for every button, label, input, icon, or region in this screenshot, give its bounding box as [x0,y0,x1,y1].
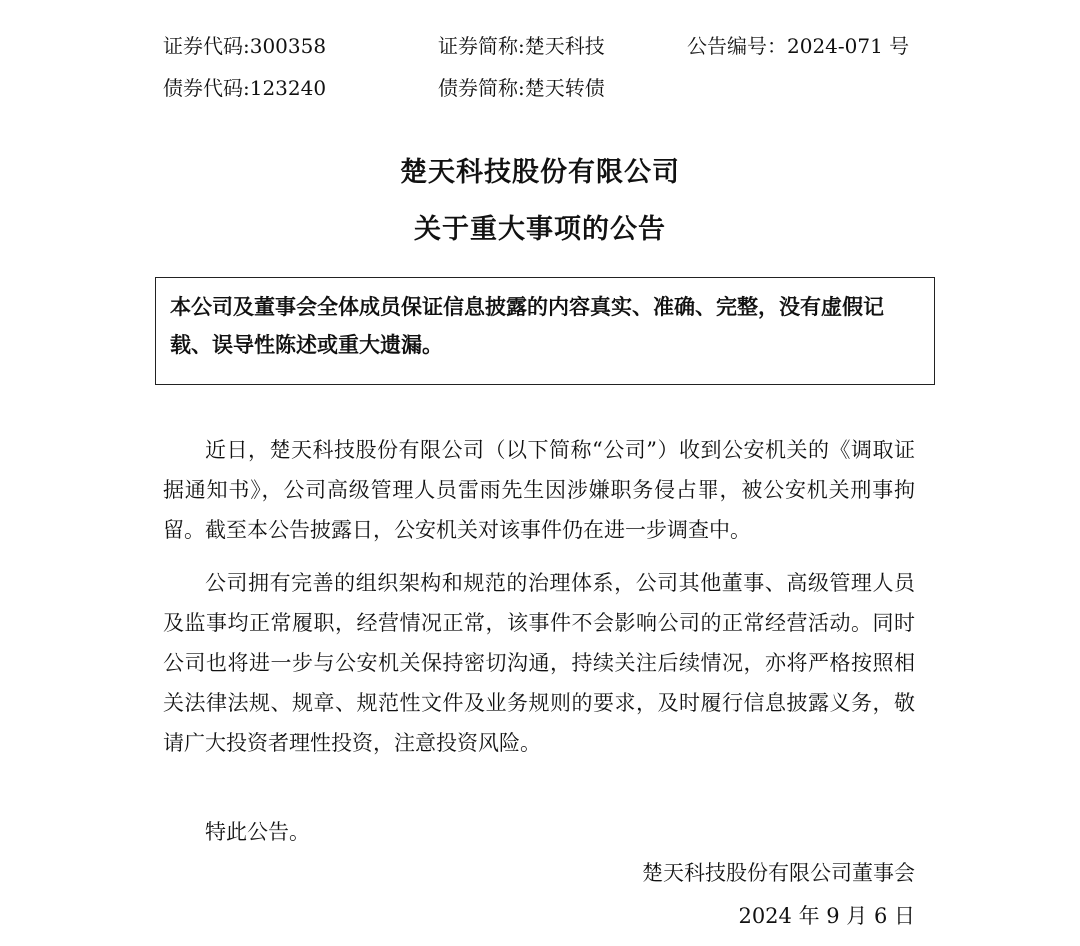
stock-name: 证券简称:楚天科技 [438,34,605,58]
bond-code: 债券代码:123240 [163,76,327,100]
body-paragraph-1: 近日，楚天科技股份有限公司（以下简称“公司”）收到公安机关的《调取证据通知书》，公司高级管理人员雷雨先生因涉嫌职务侵占罪，被公安机关刑事拘留。截至本公告披露日，公安机关对该事件仍在进一步调查中。 [163,438,915,542]
announcement-title: 关于重大事项的公告 [414,214,666,245]
stock-code: 证券代码:300358 [163,34,327,58]
body-paragraph-2: 公司拥有完善的组织架构和规范的治理体系，公司其他董事、高级管理人员及监事均正常履职，经营情况正常，该事件不会影响公司的正常经营活动。同时公司也将进一步与公安机关保持密切沟通，持续关注后续情况，亦将严格按照相关法律法规、规章、规范性文件及业务规则的要求，及时履行信息披露义务，敬请广大投资者理性投资，注意投资风险。 [163,571,915,755]
notice-number: 公告编号：2024-071 号 [687,34,910,58]
bond-name: 债券简称:楚天转债 [438,76,605,100]
disclaimer-box: 本公司及董事会全体成员保证信息披露的内容真实、准确、完整，没有虚假记载、误导性陈述或重大遗漏。 [155,277,935,385]
company-title: 楚天科技股份有限公司 [400,157,680,188]
closing-statement: 特此公告。 [205,820,310,844]
issue-date: 2024 年 9 月 6 日 [738,904,915,928]
issuer-signature: 楚天科技股份有限公司董事会 [642,861,915,885]
